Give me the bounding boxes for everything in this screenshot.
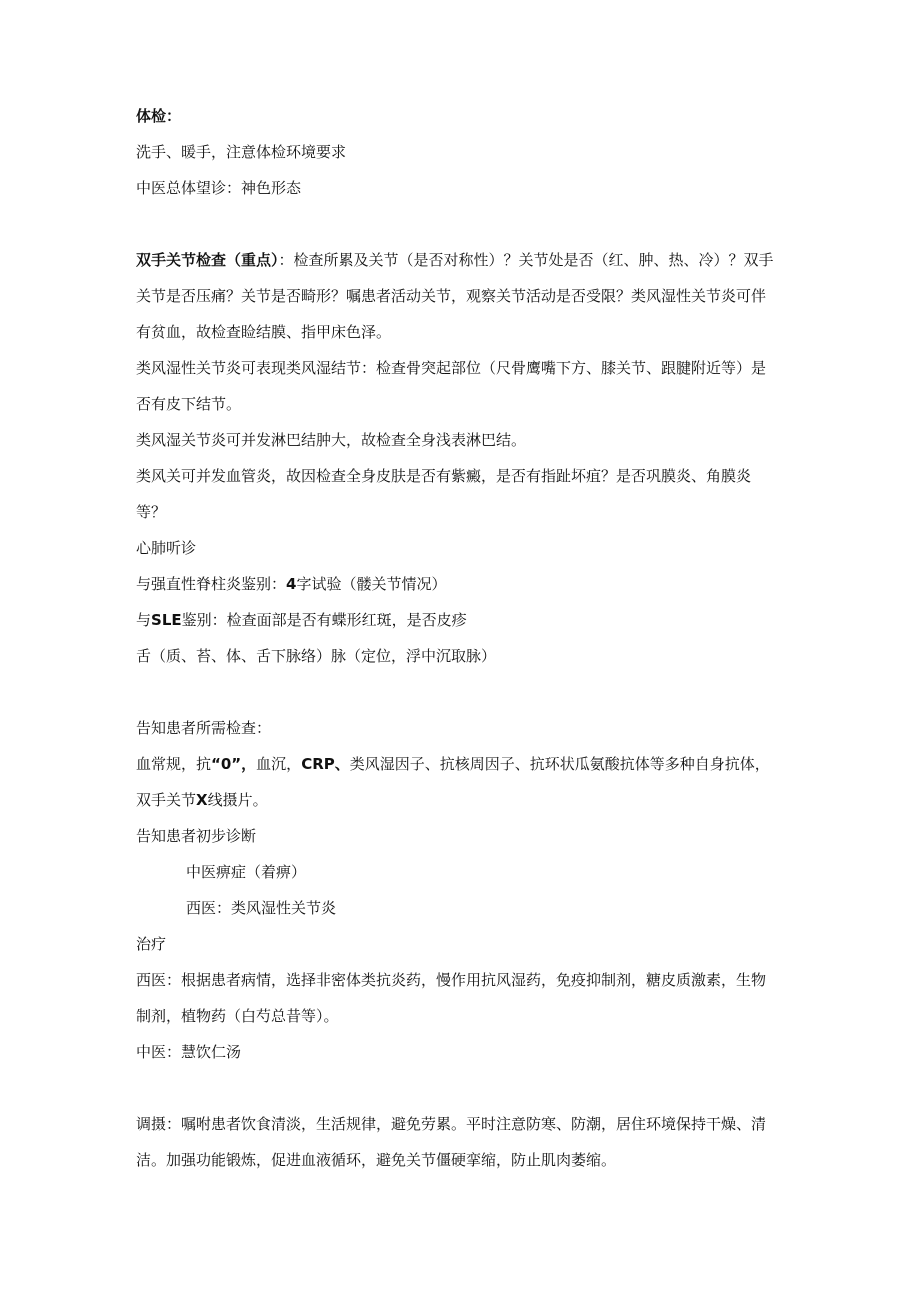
inform-diagnosis-heading: 告知患者初步诊断 <box>136 827 257 845</box>
sle-prefix: 与 <box>136 611 152 629</box>
treatment-tcm: 中医：慧饮仁汤 <box>136 1043 242 1061</box>
hands-exam-label: 双手关节检查（重点） <box>136 251 279 269</box>
as-prefix: 与强直性脊柱炎鉴别： <box>136 575 287 593</box>
spacer <box>136 1070 776 1106</box>
exam-line-wash-hands: 洗手、暖手，注意体检环境要求 <box>136 143 347 161</box>
care-paragraph: 调摄：嘱咐患者饮食清淡，生活规律，避免劳累。平时注意防寒、防潮，居住环境保持干燥、清洁。加强功能锻炼，促进血液循环，避免关节僵硬挛缩，防止肌肉萎缩。 <box>136 1115 767 1169</box>
tongue-pulse-line: 舌（质、苔、体、舌下脉络）脉（定位，浮中沉取脉） <box>136 647 497 665</box>
hands-exam-text: ：检查所累及关节（是否对称性）？关节处是否（红、肿、热、冷）？双手关节是否压痛？关节是否畸形？嘱患者活动关节，观察关节活动是否受限？类风湿性关节炎可伴有贫血，故检查睑结膜、指甲床色泽。 <box>136 251 774 341</box>
sle-abbrev: SLE <box>151 611 182 629</box>
vasculitis-paragraph: 类风关可并发血管炎，故因检查全身皮肤是否有紫癜，是否有指趾坏疽？是否巩膜炎、角膜炎等？ <box>136 467 752 521</box>
sle-suffix: 鉴别：检查面部是否有蝶形红斑，是否皮疹 <box>181 611 467 629</box>
diagnosis-tcm: 中医痹症（着痹） <box>186 863 307 881</box>
as-number: 4 <box>286 575 297 593</box>
as-suffix: 字试验（髅关节情况） <box>296 575 447 593</box>
tests-bold-1: “0”， <box>211 755 257 773</box>
tests-bold-3: X <box>196 791 208 809</box>
treatment-western: 西医：根据患者病情，选择非密体类抗炎药，慢作用抗风湿药，免疫抑制剂，糖皮质激素，生物制剂，植物药（白芍总昔等）。 <box>136 971 767 1025</box>
spacer <box>136 674 776 710</box>
tests-text-4: 线摄片。 <box>207 791 268 809</box>
document-page <box>136 98 776 1178</box>
sle-differential-line <box>136 602 776 638</box>
treatment-heading: 治疗 <box>136 935 167 953</box>
spacer <box>136 206 776 242</box>
exam-line-tcm-inspection: 中医总体望诊：神色形态 <box>136 179 302 197</box>
exam-heading: 体检： <box>136 107 182 125</box>
diagnosis-western: 西医：类风湿性关节炎 <box>186 899 337 917</box>
lymph-paragraph: 类风湿关节炎可并发淋巴结肿大，故检查全身浅表淋巴结。 <box>136 431 527 449</box>
hands-exam-paragraph <box>136 242 776 350</box>
tests-text-1: 血常规，抗 <box>136 755 212 773</box>
as-differential-line <box>136 566 776 602</box>
heart-lung-line: 心肺听诊 <box>136 539 197 557</box>
nodule-paragraph: 类风湿性关节炎可表现类风湿结节：检查骨突起部位（尺骨鹰嘴下方、膝关节、跟腱附近等）是否有皮下结节。 <box>136 359 767 413</box>
tests-bold-2: CRP、 <box>301 755 350 773</box>
tests-text-2: 血沉， <box>256 755 302 773</box>
tests-paragraph <box>136 746 776 818</box>
tests-text-3: 类风湿因子、抗核周因子、抗环状瓜氨酸抗体等多种自身抗体，双手关节 <box>136 755 770 809</box>
inform-exam-heading: 告知患者所需检查： <box>136 719 272 737</box>
